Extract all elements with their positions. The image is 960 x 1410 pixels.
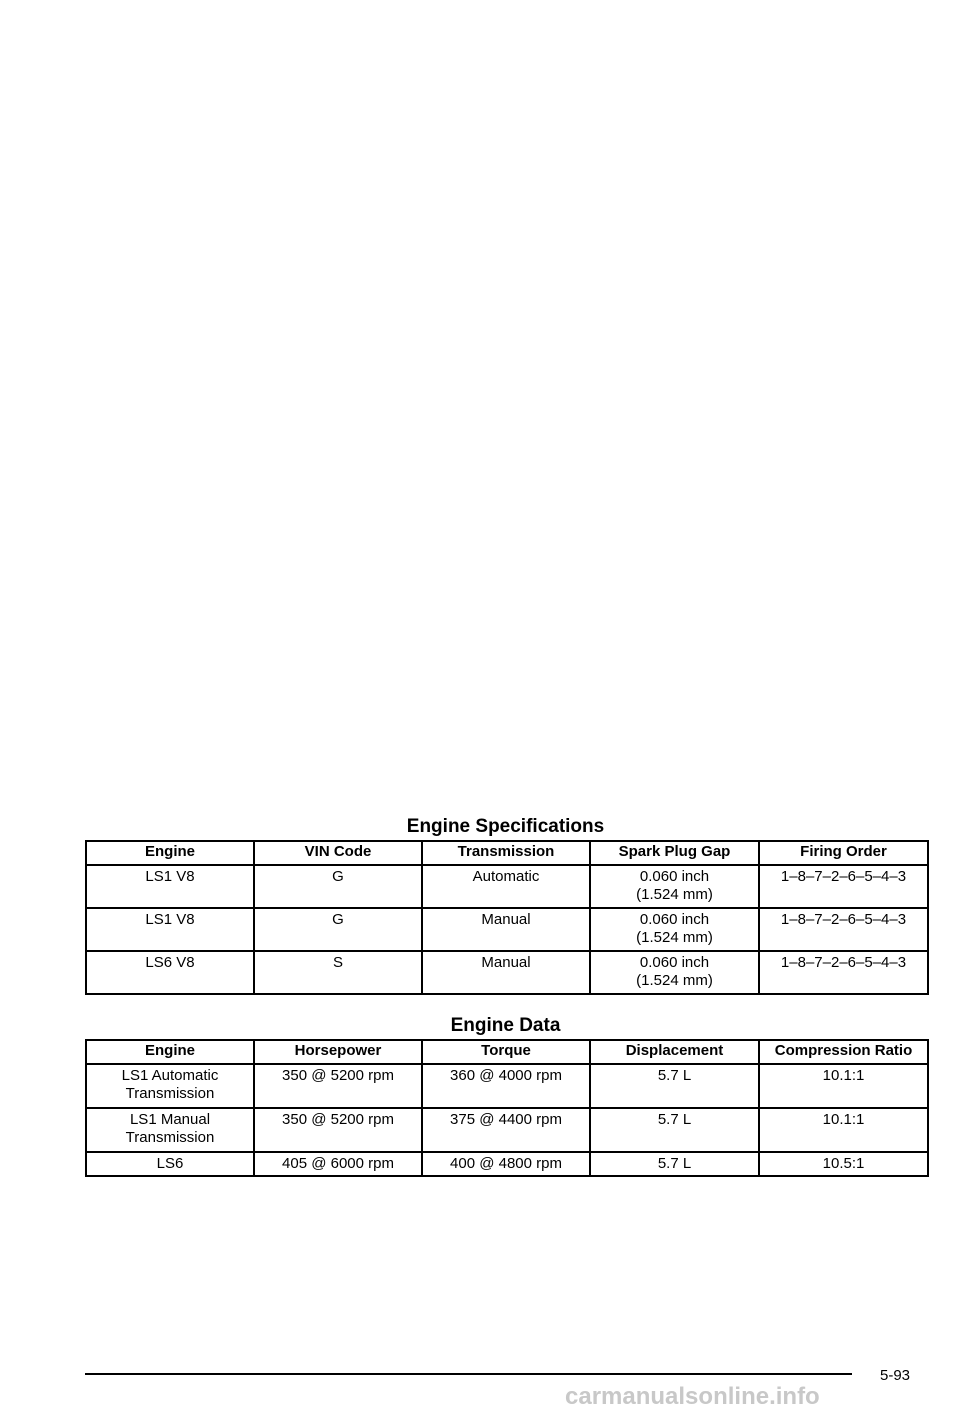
table-header-row	[86, 841, 928, 865]
cell-engine: LS1 V8	[86, 865, 254, 908]
cell-torque: 400 @ 4800 rpm	[422, 1152, 590, 1176]
engine-name: LS6	[156, 1155, 184, 1172]
gap-mm: (1.524 mm)	[636, 886, 713, 903]
gap-inch: 0.060 inch	[639, 868, 710, 885]
column-header-spark-plug-gap: Spark Plug Gap	[590, 841, 759, 865]
cell-engine	[86, 1108, 254, 1152]
column-header-torque: Torque	[422, 1040, 590, 1064]
gap-mm: (1.524 mm)	[636, 972, 713, 989]
cell-engine: LS6 V8	[86, 951, 254, 994]
column-header-firing-order: Firing Order	[759, 841, 928, 865]
column-header-engine: Engine	[86, 841, 254, 865]
cell-horsepower: 350 @ 5200 rpm	[254, 1108, 422, 1152]
table-row	[86, 1064, 928, 1108]
table-row	[86, 1108, 928, 1152]
gap-inch: 0.060 inch	[639, 911, 710, 928]
column-header-vin-code: VIN Code	[254, 841, 422, 865]
engine-subtext: Transmission	[125, 1129, 215, 1146]
cell-compression-ratio: 10.5:1	[759, 1152, 928, 1176]
cell-vin-code: S	[254, 951, 422, 994]
cell-firing-order: 1–8–7–2–6–5–4–3	[759, 951, 928, 994]
engine-name: LS1 Automatic	[121, 1067, 219, 1084]
engine-data-title: Engine Data	[450, 1015, 561, 1036]
cell-spark-plug-gap	[590, 951, 759, 994]
engine-subtext: Transmission	[125, 1085, 215, 1102]
watermark[interactable]: carmanualsonline.info	[565, 1383, 820, 1410]
gap-inch: 0.060 inch	[639, 954, 710, 971]
cell-transmission: Automatic	[422, 865, 590, 908]
engine-name: LS1 Manual	[129, 1111, 211, 1128]
column-header-compression-ratio: Compression Ratio	[759, 1040, 928, 1064]
cell-horsepower: 405 @ 6000 rpm	[254, 1152, 422, 1176]
cell-engine	[86, 1064, 254, 1108]
column-header-transmission: Transmission	[422, 841, 590, 865]
cell-engine	[86, 1152, 254, 1176]
cell-transmission: Manual	[422, 908, 590, 951]
table-row	[86, 865, 928, 908]
cell-spark-plug-gap	[590, 865, 759, 908]
cell-torque: 360 @ 4000 rpm	[422, 1064, 590, 1108]
page-number: 5-93	[880, 1367, 911, 1384]
table-row	[86, 951, 928, 994]
cell-displacement: 5.7 L	[590, 1108, 759, 1152]
engine-specifications-table	[85, 840, 929, 995]
column-header-horsepower: Horsepower	[254, 1040, 422, 1064]
cell-vin-code: G	[254, 908, 422, 951]
cell-displacement: 5.7 L	[590, 1152, 759, 1176]
footer-rule	[85, 1373, 852, 1375]
cell-firing-order: 1–8–7–2–6–5–4–3	[759, 865, 928, 908]
gap-mm: (1.524 mm)	[636, 929, 713, 946]
cell-displacement: 5.7 L	[590, 1064, 759, 1108]
column-header-engine: Engine	[86, 1040, 254, 1064]
cell-vin-code: G	[254, 865, 422, 908]
column-header-displacement: Displacement	[590, 1040, 759, 1064]
cell-spark-plug-gap	[590, 908, 759, 951]
table-row	[86, 1152, 928, 1176]
cell-horsepower: 350 @ 5200 rpm	[254, 1064, 422, 1108]
cell-engine: LS1 V8	[86, 908, 254, 951]
table-row	[86, 908, 928, 951]
cell-compression-ratio: 10.1:1	[759, 1108, 928, 1152]
cell-compression-ratio: 10.1:1	[759, 1064, 928, 1108]
engine-data-table	[85, 1039, 929, 1177]
engine-specifications-title: Engine Specifications	[406, 816, 605, 837]
cell-torque: 375 @ 4400 rpm	[422, 1108, 590, 1152]
table-header-row	[86, 1040, 928, 1064]
cell-firing-order: 1–8–7–2–6–5–4–3	[759, 908, 928, 951]
cell-transmission: Manual	[422, 951, 590, 994]
